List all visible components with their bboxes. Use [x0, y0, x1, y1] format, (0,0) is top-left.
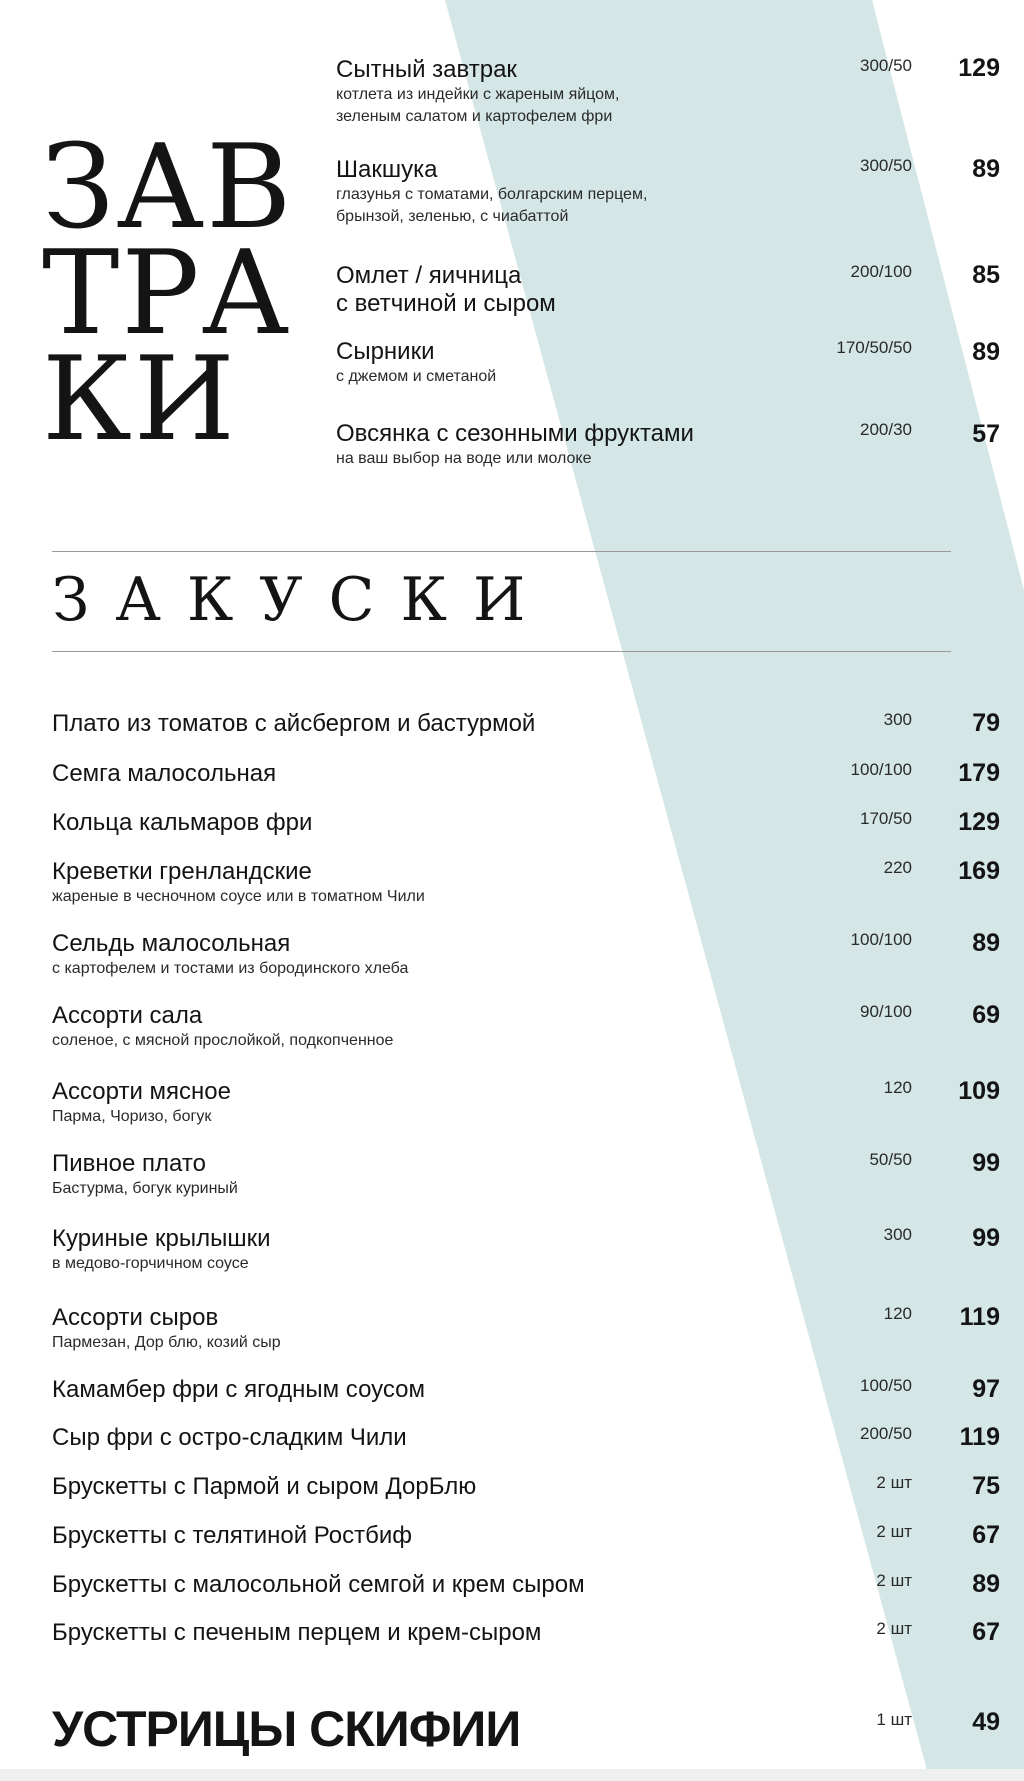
item-price: 67 [972, 1618, 1000, 1646]
menu-item [52, 710, 535, 738]
divider [52, 551, 951, 552]
item-weight: 100/50 [860, 1376, 912, 1395]
item-name: Брускетты с телятиной Ростбиф [52, 1522, 412, 1549]
item-name: Шакшука [336, 156, 438, 183]
item-weight: 100/100 [850, 760, 912, 779]
item-name: Брускетты с Пармой и сыром ДорБлю [52, 1473, 477, 1500]
divider [52, 651, 951, 652]
item-weight: 220 [883, 858, 912, 877]
item-weight: 170/50/50 [836, 338, 912, 357]
item-desc: брынзой, зеленью, с чиабаттой [336, 208, 569, 225]
item-weight: 300/50 [860, 56, 912, 75]
hero-line: ТРА [42, 226, 292, 361]
item-weight: 300/50 [860, 156, 912, 175]
item-desc: зеленым салатом и картофелем фри [336, 108, 613, 125]
item-price: 69 [972, 1001, 1000, 1029]
menu-item [52, 930, 408, 980]
item-weight: 2 шт [876, 1619, 912, 1638]
oysters-title: УСТРИЦЫ СКИФИИ [52, 1701, 521, 1757]
item-price: 57 [972, 420, 1000, 448]
item-price: 99 [972, 1224, 1000, 1252]
menu-item [52, 760, 276, 788]
item-weight: 200/50 [860, 1424, 912, 1443]
item-name: Брускетты с малосольной семгой и крем сыром [52, 1571, 585, 1598]
item-weight: 300 [883, 710, 912, 729]
item-price: 109 [958, 1077, 1000, 1105]
menu-item [52, 809, 312, 837]
item-name: Омлет / яичница [336, 262, 522, 289]
item-weight: 300 [883, 1225, 912, 1244]
menu-item [52, 1473, 476, 1501]
item-name: Овсянка с сезонными фруктами [336, 420, 694, 447]
item-weight: 200/100 [850, 262, 912, 281]
item-name: Сытный завтрак [336, 56, 517, 83]
item-price: 67 [972, 1521, 1000, 1549]
menu-item [52, 1225, 271, 1275]
item-name-line2: с ветчиной и сыром [336, 290, 556, 317]
oysters-weight: 1 шт [876, 1710, 912, 1729]
item-name: Пивное плато [52, 1150, 206, 1177]
section-title-snacks: ЗАКУСКИ [52, 565, 552, 635]
item-price: 179 [958, 759, 1000, 787]
menu-item [52, 1078, 231, 1128]
item-desc: жареные в чесночном соусе или в томатном Чили [52, 888, 425, 905]
item-price: 97 [972, 1375, 1000, 1403]
item-name: Кольца кальмаров фри [52, 809, 313, 836]
item-desc: на ваш выбор на воде или молоке [336, 450, 592, 467]
item-name: Ассорти сыров [52, 1304, 219, 1331]
hero-line: КИ [42, 332, 237, 467]
item-name: Плато из томатов с айсбергом и бастурмой [52, 710, 536, 737]
menu-item [52, 858, 425, 908]
menu-item [52, 1376, 425, 1404]
menu-item [52, 1424, 407, 1452]
menu-item [52, 1619, 541, 1647]
menu-item [52, 1522, 412, 1550]
breakfast-hero-title [42, 120, 294, 467]
item-weight: 100/100 [850, 930, 912, 949]
item-weight: 50/50 [869, 1150, 912, 1169]
menu-item [336, 56, 620, 128]
hero-line: ЗАВ [42, 120, 294, 255]
item-price: 75 [972, 1472, 1000, 1500]
item-price: 169 [958, 857, 1000, 885]
menu-item [52, 1150, 238, 1200]
item-name: Сельдь малосольная [52, 930, 291, 957]
item-price: 89 [972, 155, 1000, 183]
item-weight: 2 шт [876, 1522, 912, 1541]
item-name: Сыр фри с остро-сладким Чили [52, 1424, 407, 1451]
item-price: 119 [959, 1423, 1000, 1451]
item-desc: Пармезан, Дор блю, козий сыр [52, 1334, 281, 1351]
menu-item [52, 1571, 585, 1599]
item-name: Ассорти сала [52, 1002, 203, 1029]
menu-item [336, 156, 647, 228]
item-price: 89 [972, 929, 1000, 957]
item-price: 129 [958, 54, 1000, 82]
item-price: 85 [972, 261, 1000, 289]
item-desc: Бастурма, богук куриный [52, 1180, 238, 1197]
item-name: Куриные крылышки [52, 1225, 271, 1252]
item-name: Сырники [336, 338, 435, 365]
menu-item [52, 1002, 393, 1052]
item-weight: 90/100 [860, 1002, 912, 1021]
item-weight: 170/50 [860, 809, 912, 828]
item-price: 89 [972, 338, 1000, 366]
item-weight: 2 шт [876, 1473, 912, 1492]
item-price: 129 [958, 808, 1000, 836]
item-price: 89 [972, 1570, 1000, 1598]
item-name: Семга малосольная [52, 760, 277, 787]
menu-item [336, 420, 694, 470]
item-weight: 120 [883, 1078, 912, 1097]
item-desc: глазунья с томатами, болгарским перцем, [336, 186, 648, 203]
item-desc: с картофелем и тостами из бородинского хлеба [52, 960, 409, 977]
item-name: Брускетты с печеным перцем и крем-сыром [52, 1619, 542, 1646]
menu-item [336, 338, 496, 388]
item-price: 119 [959, 1303, 1000, 1331]
item-name: Камамбер фри с ягодным соусом [52, 1376, 425, 1403]
item-desc: котлета из индейки с жареным яйцом, [336, 86, 620, 103]
item-price: 79 [972, 709, 1000, 737]
item-weight: 200/30 [860, 420, 912, 439]
item-name: Ассорти мясное [52, 1078, 231, 1105]
item-weight: 120 [883, 1304, 912, 1323]
item-desc: с джемом и сметаной [336, 368, 497, 385]
item-desc: Парма, Чоризо, богук [52, 1108, 212, 1125]
menu-item [336, 262, 556, 318]
item-name: Креветки гренландские [52, 858, 312, 885]
item-desc: в медово-горчичном соусе [52, 1255, 249, 1272]
bottom-strip [0, 1769, 1024, 1781]
item-desc: соленое, с мясной прослойкой, подкопченное [52, 1032, 394, 1049]
item-weight: 2 шт [876, 1571, 912, 1590]
menu-item [52, 1304, 281, 1354]
item-price: 99 [972, 1149, 1000, 1177]
oysters-price: 49 [972, 1708, 1000, 1736]
